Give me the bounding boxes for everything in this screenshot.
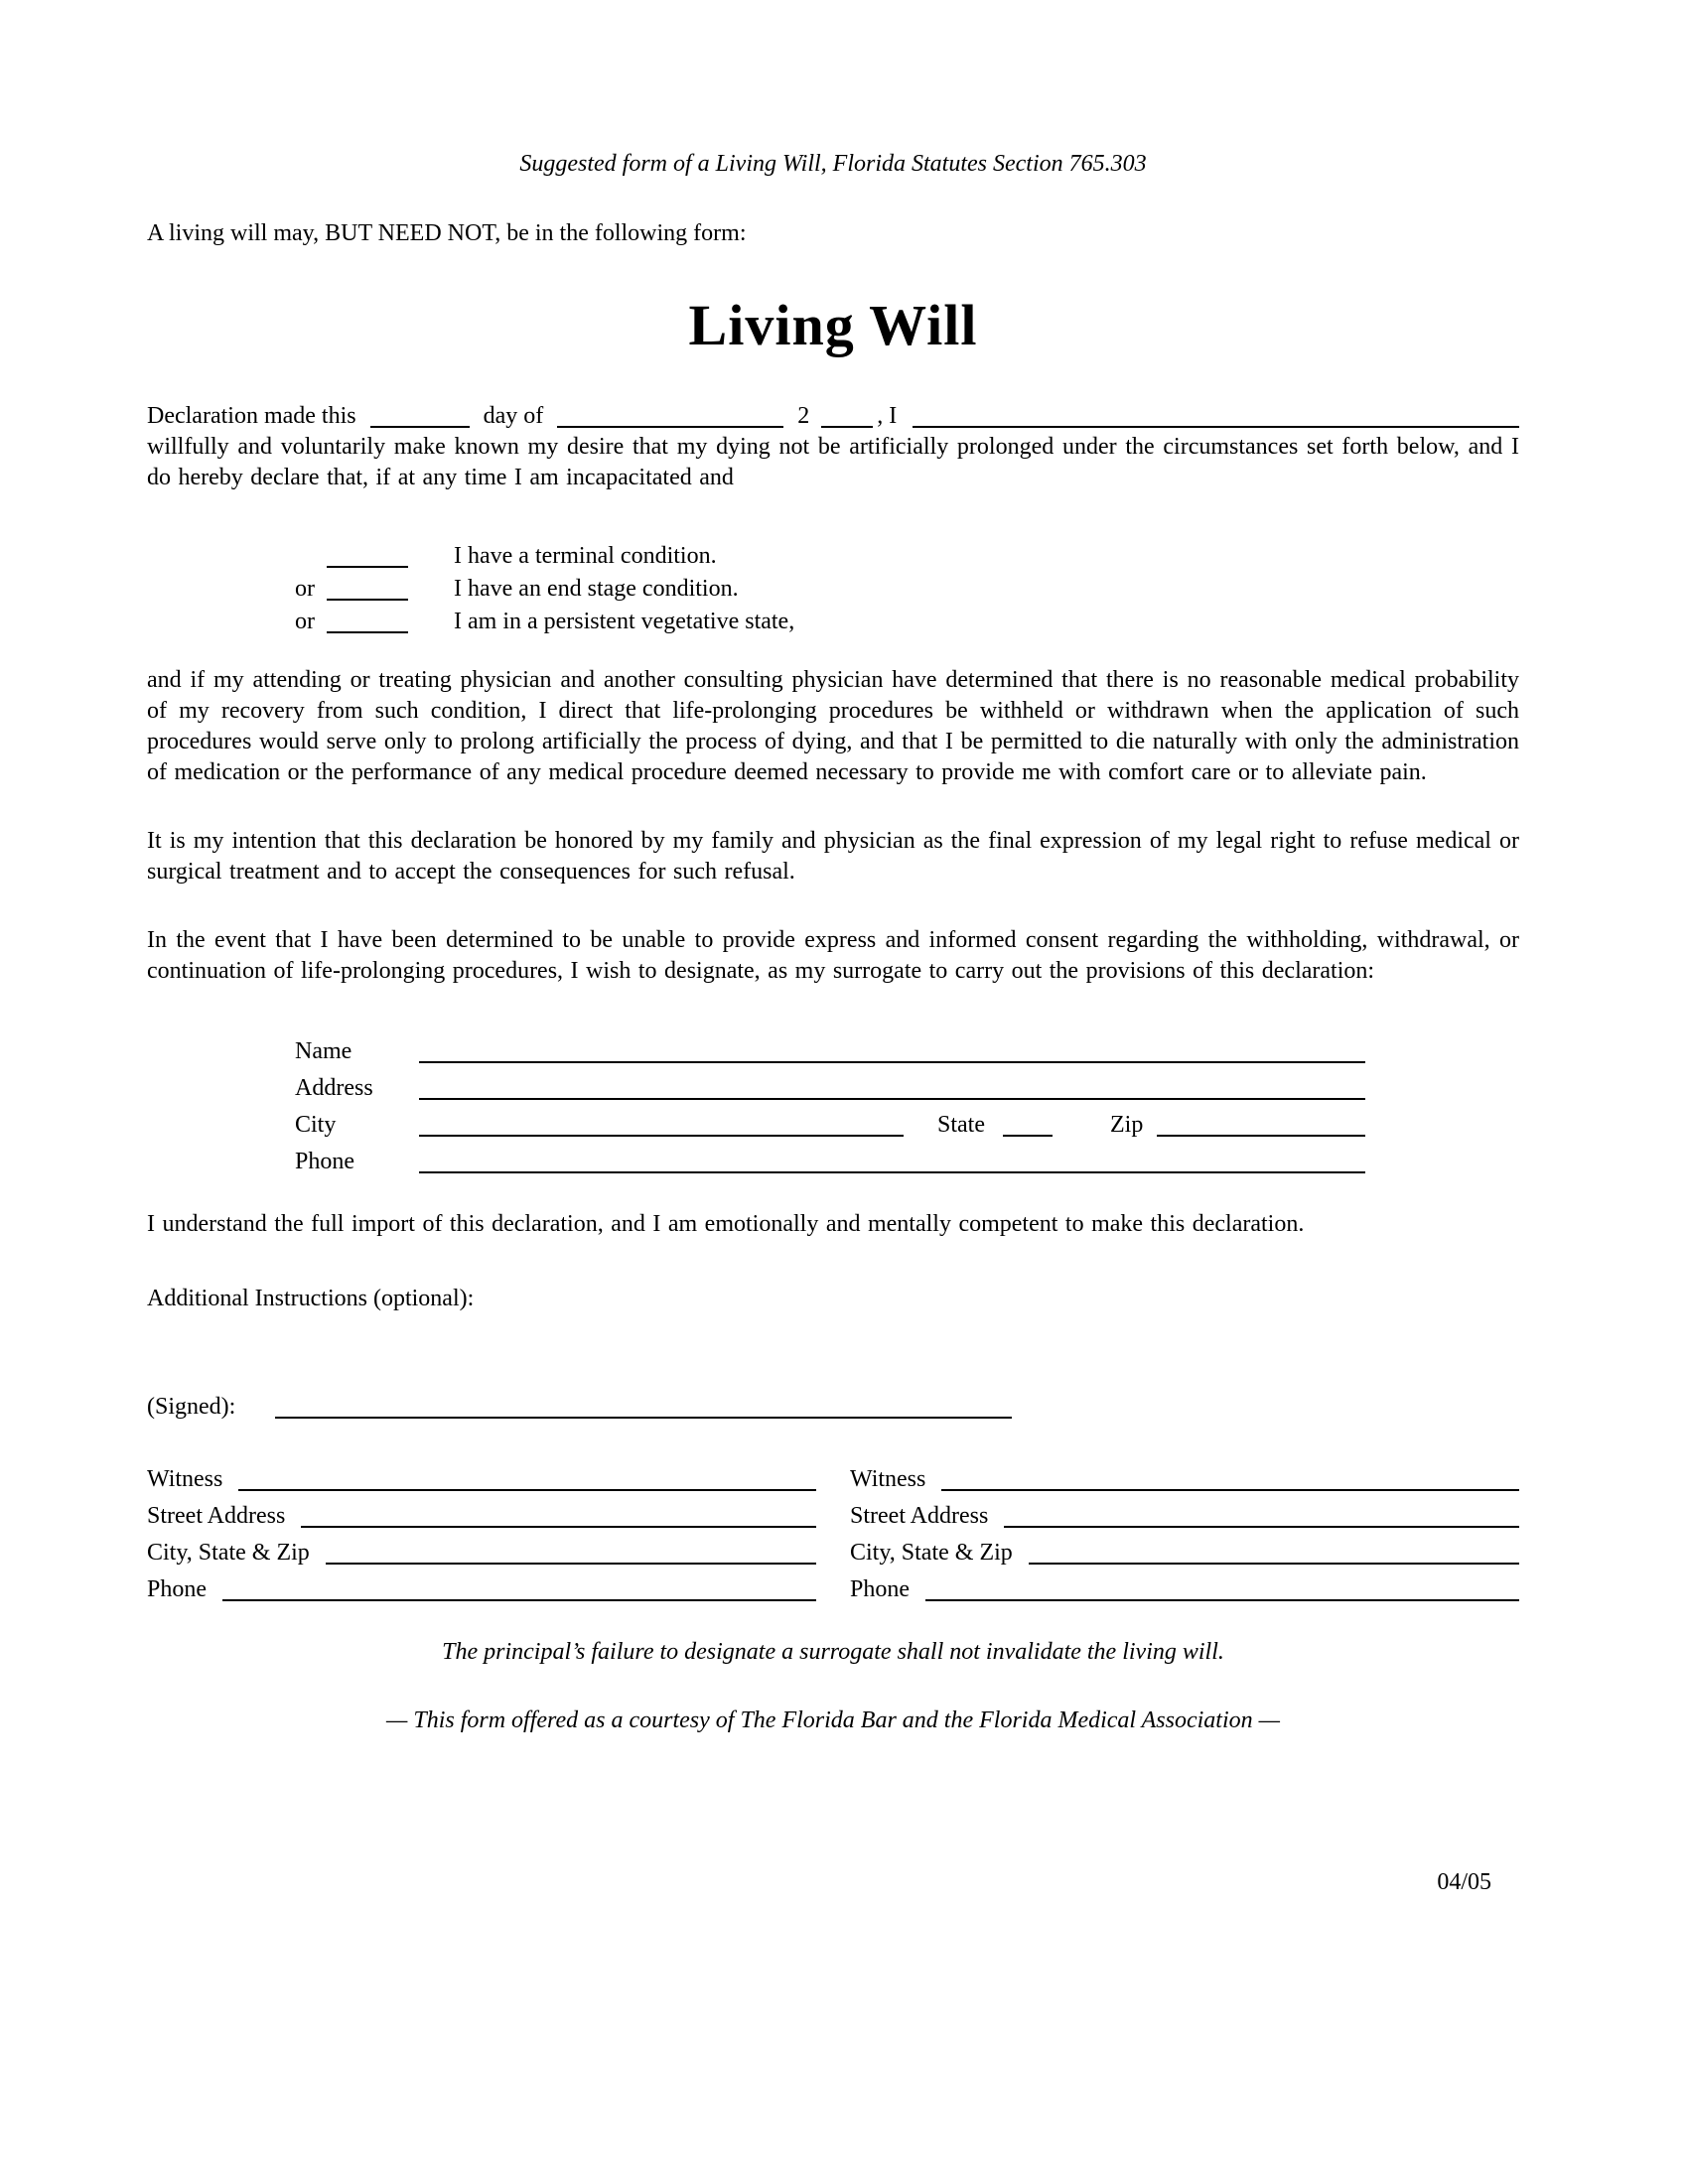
declarant-name-blank-line [913,402,1519,428]
phone-blank-line [419,1148,1365,1173]
witness-section [147,1460,1519,1607]
zip-label: Zip [1110,1112,1144,1138]
name-label: Name [295,1038,352,1064]
form-subtitle: Suggested form of a Living Will, Florida Statutes Section 765.303 [519,151,1147,177]
street-address-blank-line [1004,1502,1519,1528]
condition-row-terminal [147,537,1519,570]
month-blank-line [557,402,783,428]
address-label: Address [295,1075,373,1101]
declaration-line [147,397,1519,432]
city-state-zip-label: City, State & Zip [147,1540,310,1566]
footer-credit: — This form offered as a courtesy of The Florida Bar and the Florida Medical Association — [386,1707,1280,1733]
witness-column-right [850,1460,1519,1607]
year-blank-line [821,402,873,428]
declaration-i-text: , I [877,403,898,429]
field-row-city-state-zip [295,1106,1365,1143]
witness-row [850,1534,1519,1570]
declaration-body: willfully and voluntarily make known my desire that my dying not be artificially prolonged under the circumstances set forth below, and I do hereby declare that, if at any time I am incapacitated and [147,434,1519,490]
city-state-zip-blank-line [326,1539,816,1565]
witness-row [147,1534,816,1570]
condition-prefix: or [295,609,315,634]
condition-blank-line [327,608,408,633]
phone-label: Phone [850,1576,910,1602]
declaration-made-this-text: Declaration made this [147,403,356,429]
declaration-day-of-text: day of [483,403,544,429]
condition-text: I have a terminal condition. [454,543,717,569]
field-row-name [295,1032,1365,1069]
conditions-list [147,537,1519,635]
condition-prefix: or [295,576,315,602]
paragraph-understand: I understand the full import of this declaration, and I am emotionally and mentally competent to make this declaration. [147,1211,1305,1237]
city-state-zip-blank-line [1029,1539,1519,1565]
street-address-blank-line [301,1502,816,1528]
phone-label: Phone [295,1149,354,1174]
witness-row [850,1497,1519,1534]
condition-blank-line [327,575,408,601]
street-address-label: Street Address [850,1503,989,1529]
additional-instructions-label: Additional Instructions (optional): [147,1286,475,1311]
witness-label: Witness [850,1466,926,1492]
state-blank-line [1003,1111,1053,1137]
form-title: Living Will [688,293,978,357]
signed-row [147,1388,1519,1423]
version-label: 04/05 [1437,1869,1491,1895]
witness-blank-line [238,1465,816,1491]
field-row-address [295,1069,1365,1106]
declaration-year-prefix-text: 2 [797,403,810,429]
signed-label: (Signed): [147,1394,236,1420]
footer-note: The principal’s failure to designate a surrogate shall not invalidate the living will. [442,1639,1224,1665]
signature-blank-line [275,1393,1012,1419]
phone-blank-line [925,1575,1519,1601]
condition-text: I have an end stage condition. [454,576,739,602]
phone-blank-line [222,1575,816,1601]
city-blank-line [419,1111,904,1137]
witness-row [147,1570,816,1607]
paragraph-direct-procedures: and if my attending or treating physician and another consulting physician have determined that there is no reasonable medical probability of my recovery from such condition, I direct that life-prolonging procedures be withheld or withdrawn when the application of such procedures would serve only to prolong artificially the process of dying, and that I be permitted to die naturally with only the administration of medication or the performance of any medical procedure deemed necessary to provide me with comfort care or to alleviate pain. [147,667,1519,785]
surrogate-fields [295,1032,1365,1179]
city-label: City [295,1112,337,1138]
witness-row [147,1497,816,1534]
day-blank-line [370,402,470,428]
witness-column-left [147,1460,816,1607]
condition-row-end-stage [147,570,1519,603]
city-state-zip-label: City, State & Zip [850,1540,1013,1566]
witness-row [147,1460,816,1497]
street-address-label: Street Address [147,1503,286,1529]
paragraph-surrogate-designation: In the event that I have been determined to be unable to provide express and informed consent regarding the withholding, withdrawal, or continuation of life-prolonging procedures, I wish to designate, as my surrogate to carry out the provisions of this declaration: [147,927,1519,984]
intro-text: A living will may, BUT NEED NOT, be in the following form: [147,220,747,246]
paragraph-intention: It is my intention that this declaration be honored by my family and physician as the final expression of my legal right to refuse medical or surgical treatment and to accept the consequences for such refusal. [147,828,1519,885]
name-blank-line [419,1037,1365,1063]
condition-blank-line [327,542,408,568]
witness-row [850,1570,1519,1607]
witness-label: Witness [147,1466,223,1492]
witness-row [850,1460,1519,1497]
condition-text: I am in a persistent vegetative state, [454,609,795,634]
zip-blank-line [1157,1111,1365,1137]
witness-blank-line [941,1465,1519,1491]
address-blank-line [419,1074,1365,1100]
phone-label: Phone [147,1576,207,1602]
condition-row-vegetative [147,603,1519,635]
state-label: State [937,1112,985,1138]
field-row-phone [295,1143,1365,1179]
